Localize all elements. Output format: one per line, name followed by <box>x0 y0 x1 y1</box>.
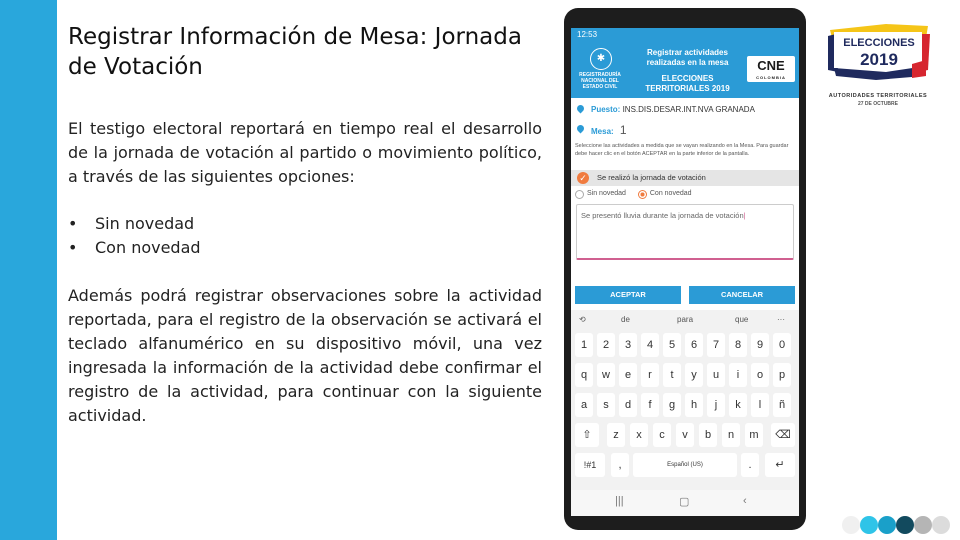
logo-word: ELECCIONES <box>843 37 915 49</box>
home-icon[interactable]: ▢ <box>679 496 690 508</box>
key-e[interactable]: e <box>619 363 637 387</box>
key-b[interactable]: b <box>699 423 717 447</box>
check-icon: ✓ <box>577 172 589 184</box>
key-l[interactable]: l <box>751 393 769 417</box>
observations-paragraph: Además podrá registrar observaciones sobre la actividad reportada, para el registro de la observación se activará el teclado alfanumérico en su dispositivo móvil, una vez ingresada la información de la actividad debe confirmar el registro de la actividad, para continuar con la siguiente actividad. <box>68 286 542 425</box>
observation-input[interactable]: Se presentó lluvia durante la jornada de votación| <box>576 204 794 260</box>
accept-button[interactable]: ACEPTAR <box>575 286 681 304</box>
android-nav-bar <box>571 490 799 516</box>
key-o[interactable]: o <box>751 363 769 387</box>
key-v[interactable]: v <box>676 423 694 447</box>
observation-text: Se presentó lluvia durante la jornada de votación <box>581 211 744 220</box>
key-ñ[interactable]: ñ <box>773 393 791 417</box>
key-i[interactable]: i <box>729 363 747 387</box>
key-d[interactable]: d <box>619 393 637 417</box>
puesto-label: Puesto: <box>591 105 621 114</box>
radio-sin-label: Sin novedad <box>587 190 626 197</box>
key-q[interactable]: q <box>575 363 593 387</box>
key-f[interactable]: f <box>641 393 659 417</box>
registraduria-name: REGISTRADURÍA NACIONAL DEL ESTADO CIVIL <box>579 72 621 90</box>
suggestion-1[interactable]: de <box>621 315 630 324</box>
radio-con-novedad[interactable] <box>638 190 647 199</box>
key-n[interactable]: n <box>722 423 740 447</box>
options-list <box>68 212 201 260</box>
instructions-text: Seleccione las actividades a medida que se vayan realizando en la Mesa. Para guardar debe hacer clic en el botón ACEPTAR en la parte inferior de la pantalla. <box>575 143 789 157</box>
suggestion-bar <box>571 310 799 330</box>
key-3[interactable]: 3 <box>619 333 637 357</box>
back-icon[interactable]: ‹ <box>743 495 747 507</box>
key-c[interactable]: c <box>653 423 671 447</box>
key-9[interactable]: 9 <box>751 333 769 357</box>
key-6[interactable]: 6 <box>685 333 703 357</box>
puesto-value: INS.DIS.DESAR.INT.NVA GRANADA <box>622 105 755 114</box>
letter-row-2 <box>571 390 799 420</box>
cancel-button[interactable]: CANCELAR <box>689 286 795 304</box>
novedad-radio-group <box>571 186 799 202</box>
backspace-key-icon[interactable]: ⌫ <box>771 423 795 447</box>
phone-mockup <box>564 8 806 530</box>
enter-key-icon[interactable]: ↵ <box>765 453 795 477</box>
mesa-label: Mesa: <box>591 127 614 136</box>
key-p[interactable]: p <box>773 363 791 387</box>
key-7[interactable]: 7 <box>707 333 725 357</box>
suggestion-2[interactable]: para <box>677 315 694 324</box>
phone-screen <box>571 28 799 516</box>
key-1[interactable]: 1 <box>575 333 593 357</box>
logo-authorities: AUTORIDADES TERRITORIALES <box>828 93 928 99</box>
key-w[interactable]: w <box>597 363 615 387</box>
symbols-key[interactable]: !#1 <box>575 453 605 477</box>
location-pin-icon <box>576 104 586 114</box>
puesto-row <box>571 102 799 118</box>
key-m[interactable]: m <box>745 423 763 447</box>
period-key[interactable]: . <box>741 453 759 477</box>
letter-row-3 <box>571 420 799 450</box>
key-a[interactable]: a <box>575 393 593 417</box>
app-subtitle: ELECCIONES TERRITORIALES 2019 <box>645 74 730 93</box>
status-time: 12:53 <box>577 30 598 39</box>
radio-sin-novedad[interactable] <box>575 190 584 199</box>
option-sin-novedad: • Sin novedad <box>68 212 201 236</box>
status-bar <box>571 28 799 42</box>
elecciones-2019-logo <box>822 20 934 108</box>
mesa-row <box>571 122 799 138</box>
number-row <box>571 330 799 360</box>
slide-title: Registrar Información de Mesa: Jornada de Votación <box>68 24 522 80</box>
key-k[interactable]: k <box>729 393 747 417</box>
emblem-icon: ✱ <box>590 48 612 70</box>
app-title: Registrar actividades realizadas en la mesa <box>646 48 729 67</box>
key-t[interactable]: t <box>663 363 681 387</box>
more-icon[interactable]: ··· <box>777 315 785 324</box>
key-8[interactable]: 8 <box>729 333 747 357</box>
key-2[interactable]: 2 <box>597 333 615 357</box>
key-u[interactable]: u <box>707 363 725 387</box>
app-header <box>571 42 799 98</box>
letter-row-1 <box>571 360 799 390</box>
cne-text: CNE <box>757 58 785 73</box>
bottom-row <box>571 450 799 480</box>
location-pin-icon <box>576 124 586 134</box>
key-5[interactable]: 5 <box>663 333 681 357</box>
option-con-novedad: • Con novedad <box>68 236 201 260</box>
key-r[interactable]: r <box>641 363 659 387</box>
action-buttons <box>575 286 795 304</box>
activity-item[interactable] <box>571 170 799 186</box>
logo-year: 2019 <box>860 50 898 69</box>
left-accent-bar <box>0 0 57 540</box>
key-h[interactable]: h <box>685 393 703 417</box>
key-z[interactable]: z <box>607 423 625 447</box>
space-key[interactable]: Español (US) <box>633 453 737 477</box>
mesa-value: 1 <box>619 123 627 137</box>
key-4[interactable]: 4 <box>641 333 659 357</box>
comma-key[interactable]: , <box>611 453 629 477</box>
cne-subtext: COLOMBIA <box>756 75 786 80</box>
registraduria-logo <box>575 48 625 88</box>
shift-key-icon[interactable]: ⇧ <box>575 423 599 447</box>
key-x[interactable]: x <box>630 423 648 447</box>
suggestion-3[interactable]: que <box>735 315 749 324</box>
radio-con-label: Con novedad <box>649 190 692 197</box>
intro-paragraph: El testigo electoral reportará en tiempo real el desarrollo de la jornada de votación al partido o movimiento político, a través de las siguientes opciones: <box>68 119 542 186</box>
refresh-icon[interactable]: ⟲ <box>579 315 586 324</box>
key-g[interactable]: g <box>663 393 681 417</box>
recents-icon[interactable]: ||| <box>615 495 624 507</box>
keyboard <box>571 310 799 490</box>
key-j[interactable]: j <box>707 393 725 417</box>
activity-label: Se realizó la jornada de votación <box>597 173 706 182</box>
key-0[interactable]: 0 <box>773 333 791 357</box>
cne-logo <box>747 56 795 82</box>
key-s[interactable]: s <box>597 393 615 417</box>
logo-date: 27 DE OCTUBRE <box>857 101 898 107</box>
decorative-dots <box>840 514 958 536</box>
key-y[interactable]: y <box>685 363 703 387</box>
